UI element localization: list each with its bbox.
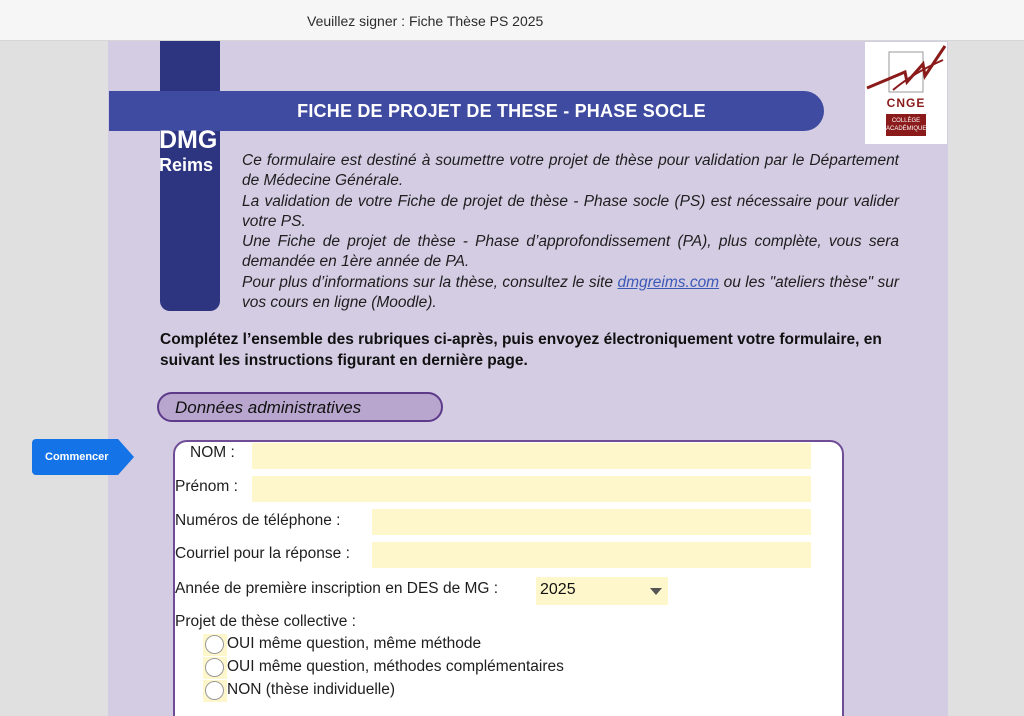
cnge-logo bbox=[865, 42, 947, 144]
cnge-logo-mark bbox=[865, 42, 947, 98]
telephone-label: Numéros de téléphone : bbox=[175, 512, 341, 529]
nom-label: NOM : bbox=[190, 444, 235, 461]
section-title: Données administratives bbox=[175, 398, 362, 417]
prenom-input[interactable] bbox=[252, 476, 811, 502]
annee-select[interactable] bbox=[536, 577, 668, 605]
chevron-down-icon bbox=[650, 588, 662, 595]
arrow-right-icon bbox=[118, 439, 134, 475]
radio-circle-icon[interactable] bbox=[205, 681, 224, 700]
form-title: FICHE DE PROJET DE THESE - PHASE SOCLE bbox=[297, 101, 706, 121]
brand-reims: Reims bbox=[159, 155, 214, 175]
start-button[interactable] bbox=[32, 439, 134, 475]
radio-circle-icon[interactable] bbox=[205, 658, 224, 677]
collective-label: Projet de thèse collective : bbox=[175, 613, 356, 630]
radio-option-complementary-methods[interactable] bbox=[203, 657, 623, 679]
dmg-vertical-band bbox=[160, 41, 220, 311]
intro-text bbox=[242, 151, 899, 313]
annee-label: Année de première inscription en DES de MG : bbox=[175, 580, 499, 597]
intro-p4-before: Pour plus d’informations sur la thèse, consultez le site bbox=[242, 273, 618, 291]
email-label: Courriel pour la réponse : bbox=[175, 545, 350, 562]
radio-label: OUI même question, méthodes complémentaires bbox=[227, 658, 564, 675]
intro-paragraph-1: Ce formulaire est destiné à soumettre votre projet de thèse pour validation par le Département de Médecine Générale. bbox=[242, 152, 899, 190]
brand-dmg: DMG bbox=[159, 126, 218, 154]
title-band bbox=[109, 91, 824, 131]
top-bar bbox=[0, 0, 1024, 41]
document-page bbox=[108, 41, 948, 716]
logo-subtitle: COLLÈGE ACADÉMIQUE bbox=[886, 114, 926, 136]
logo-name: CNGE bbox=[886, 96, 926, 110]
radio-label: NON (thèse individuelle) bbox=[227, 681, 395, 698]
radio-circle-icon[interactable] bbox=[205, 635, 224, 654]
intro-paragraph-3: Une Fiche de projet de thèse - Phase d’approfondissement (PA), plus complète, vous sera demandée en 1ère année de PA. bbox=[242, 233, 899, 271]
intro-p4-after: ou les "ateliers thèse" sur vos cours en ligne (Moodle). bbox=[242, 273, 899, 312]
intro-paragraph-2: La validation de votre Fiche de projet de thèse - Phase socle (PS) est nécessaire pour valider votre PS. bbox=[242, 192, 899, 230]
dmgreims-link[interactable]: dmgreims.com bbox=[617, 273, 720, 291]
start-button-label: Commencer bbox=[45, 451, 109, 463]
radio-label: OUI même question, même méthode bbox=[227, 635, 482, 652]
radio-option-individual[interactable] bbox=[203, 680, 623, 702]
instructions-text: Complétez l’ensemble des rubriques ci-après, puis envoyez électroniquement votre formulaire, en suivant les instructions figurant en dernière page. bbox=[160, 331, 882, 369]
telephone-input[interactable] bbox=[372, 509, 811, 535]
radio-option-same-method[interactable] bbox=[203, 634, 623, 656]
section-header bbox=[157, 392, 443, 422]
prenom-label: Prénom : bbox=[175, 478, 238, 495]
email-input[interactable] bbox=[372, 542, 811, 568]
nom-input[interactable] bbox=[252, 443, 811, 469]
document-title: Veuillez signer : Fiche Thèse PS 2025 bbox=[307, 13, 544, 29]
annee-select-value: 2025 bbox=[540, 581, 576, 598]
admin-form bbox=[173, 440, 844, 716]
intro-paragraph-4 bbox=[242, 273, 899, 314]
